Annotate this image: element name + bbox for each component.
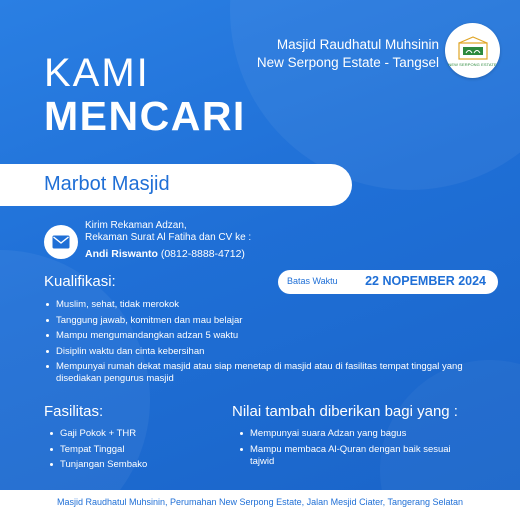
list-item: Mampu mengumandangkan adzan 5 waktu xyxy=(44,330,464,342)
organization-name xyxy=(257,36,439,72)
list-item: Tempat Tinggal xyxy=(48,444,208,456)
footer-address: Masjid Raudhatul Muhsinin, Perumahan New Serpong Estate, Jalan Mesjid Ciater, Tangerang Selatan xyxy=(0,490,520,520)
list-item: Muslim, sehat, tidak merokok xyxy=(44,299,464,311)
org-line-2: New Serpong Estate - Tangsel xyxy=(256,55,439,70)
list-item: Mempunyai suara Adzan yang bagus xyxy=(238,428,468,440)
headline-line-2: MENCARI xyxy=(44,93,246,139)
contact-info xyxy=(85,248,251,260)
org-line-1: Masjid Raudhatul Muhsinin xyxy=(276,37,439,52)
mosque-icon xyxy=(456,35,490,61)
qualifications-list xyxy=(44,299,464,389)
contact-name: Andi Riswanto xyxy=(85,248,158,260)
list-item: Mempunyai rumah dekat masjid atau siap menetap di masjid atau di fasilitas tempat tinggal yang disediakan pengurus masjid xyxy=(44,361,464,385)
list-item: Tanggung jawab, komitmen dan mau belajar xyxy=(44,315,464,327)
headline xyxy=(44,52,246,138)
facilities-list xyxy=(48,428,208,475)
submission-line-1: Kirim Rekaman Adzan, xyxy=(85,220,187,231)
deadline-date: 22 NOPEMBER 2024 xyxy=(365,274,486,288)
added-value-list xyxy=(238,428,468,471)
contact-phone: (0812-8888-4712) xyxy=(160,248,245,260)
added-value-title: Nilai tambah diberikan bagi yang : xyxy=(232,403,458,420)
headline-line-1: KAMI xyxy=(44,51,150,95)
deadline-badge xyxy=(278,270,498,294)
list-item: Disiplin waktu dan cinta kebersihan xyxy=(44,346,464,358)
list-item: Gaji Pokok + THR xyxy=(48,428,208,440)
submission-instructions xyxy=(85,220,251,260)
list-item: Mampu membaca Al-Quran dengan baik sesuai tajwid xyxy=(238,444,468,468)
list-item: Tunjangan Sembako xyxy=(48,459,208,471)
position-title: Marbot Masjid xyxy=(44,173,170,195)
submission-line-2: Rekaman Surat Al Fatiha dan CV ke : xyxy=(85,232,252,243)
qualifications-title: Kualifikasi: xyxy=(44,273,116,290)
deadline-label: Batas Waktu xyxy=(287,276,338,286)
envelope-icon xyxy=(44,225,78,259)
logo-caption: NEW SERPONG ESTATE xyxy=(448,61,497,67)
facilities-title: Fasilitas: xyxy=(44,403,104,420)
position-banner xyxy=(0,164,352,206)
mosque-logo xyxy=(445,23,500,78)
